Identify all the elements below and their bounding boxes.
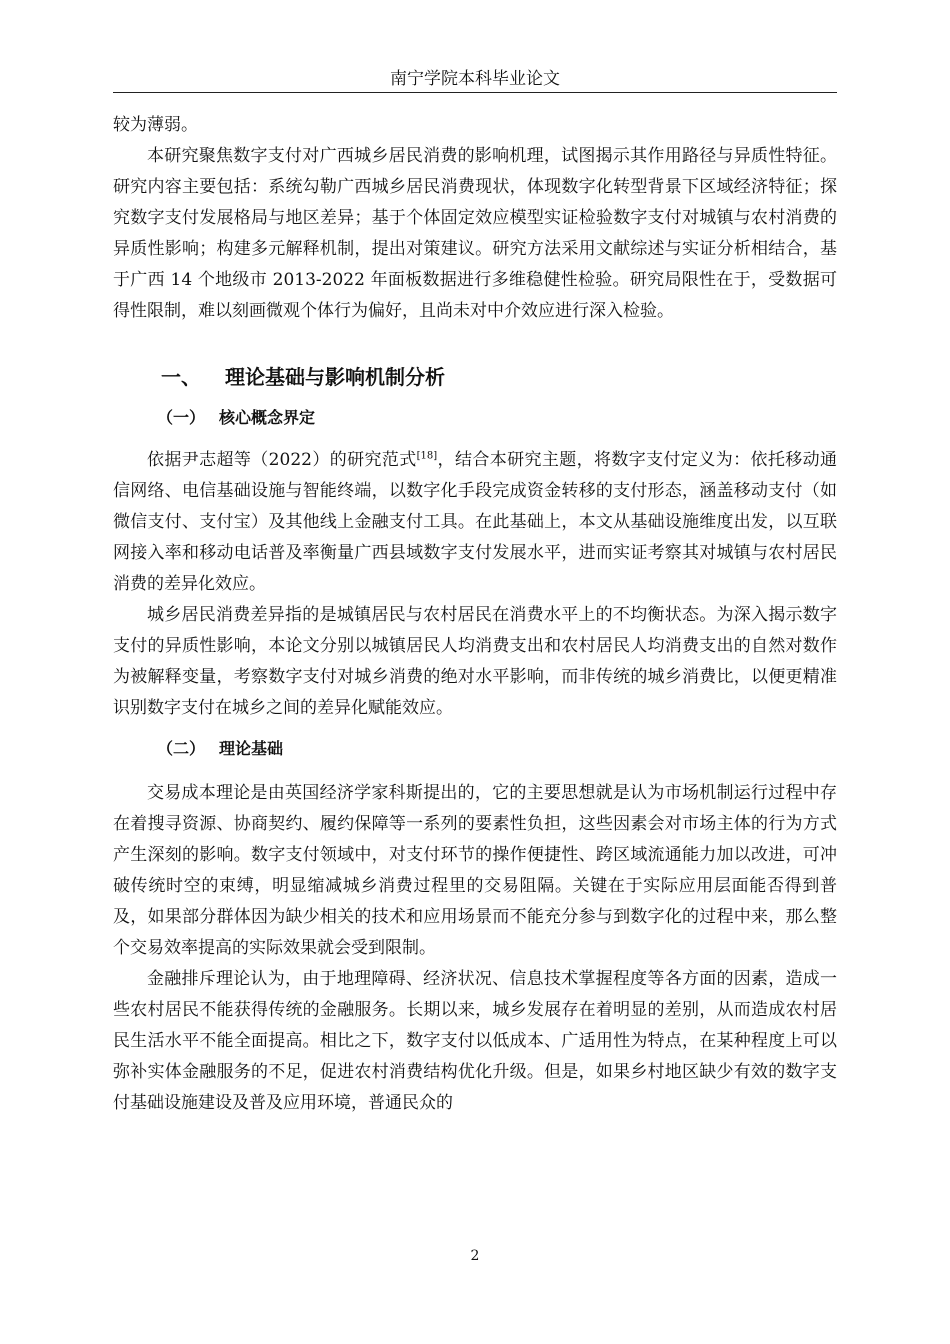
subsection-heading-theory — [157, 736, 837, 762]
subsection-title: 理论基础 — [219, 739, 284, 758]
page-number: 2 — [470, 1248, 480, 1264]
subsection-heading-concepts — [157, 405, 837, 431]
paragraph-digital-payment-definition — [113, 445, 837, 600]
citation-reference: [18] — [416, 450, 438, 462]
paragraph-continuation: 较为薄弱。 — [113, 115, 198, 135]
subsection-number: （二） — [157, 739, 206, 758]
running-header — [113, 66, 837, 93]
paragraph-text: 依据尹志超等（2022）的研究范式 — [147, 450, 417, 470]
paragraph-consumption-gap: 城乡居民消费差异指的是城镇居民与农村居民在消费水平上的不均衡状态。为深入揭示数字支付的异质性影响，本论文分别以城镇居民人均消费支出和农村居民人均消费支出的自然对数作为被解释变量，考察数字支付对城乡消费的绝对水平影响，而非传统的城乡消费比，以便更精准识别数字支付在城乡之间的差异化赋能效应。 — [113, 605, 837, 718]
paragraph-text: ，结合本研究主题，将数字支付定义为：依托移动通信网络、电信基础设施与智能终端，以数字化手段完成资金转移的支付形态，涵盖移动支付（如微信支付、支付宝）及其他线上金融支付工具。在此基础上，本文从基础设施维度出发，以互联网接入率和移动电话普及率衡量广西县域数字支付发展水平，进而实证考察其对城镇与农村居民消费的差异化效应。 — [113, 450, 837, 594]
section-heading — [161, 363, 837, 395]
subsection-title: 核心概念界定 — [219, 408, 316, 427]
section-number: 一、 — [161, 365, 201, 389]
subsection-number: （一） — [157, 408, 206, 427]
page-body — [113, 110, 837, 1119]
paragraph-research-overview: 本研究聚焦数字支付对广西城乡居民消费的影响机理，试图揭示其作用路径与异质性特征。研究内容主要包括：系统勾勒广西城乡居民消费现状，体现数字化转型背景下区域经济特征；探究数字支付发展格局与地区差异；基于个体固定效应模型实证检验数字支付对城镇与农村消费的异质性影响；构建多元解释机制，提出对策建议。研究方法采用文献综述与实证分析相结合，基于广西 14 个地级市 2013-2022 年面板数据进行多维稳健性检验。研究局限性在于，受数据可得性限制，难以刻画微观个体行为偏好，且尚未对中介效应进行深入检验。 — [113, 146, 837, 321]
paragraph-financial-exclusion-theory: 金融排斥理论认为，由于地理障碍、经济状况、信息技术掌握程度等各方面的因素，造成一些农村居民不能获得传统的金融服务。长期以来，城乡发展存在着明显的差别，从而造成农村居民生活水平不能全面提高。相比之下，数字支付以低成本、广适用性为特点，在某种程度上可以弥补实体金融服务的不足，促进农村消费结构优化升级。但是，如果乡村地区缺少有效的数字支付基础设施建设及普及应用环境，普通民众的 — [113, 969, 837, 1113]
section-title: 理论基础与影响机制分析 — [225, 365, 445, 389]
header-title: 南宁学院本科毕业论文 — [390, 69, 560, 89]
paragraph-transaction-cost-theory: 交易成本理论是由英国经济学家科斯提出的，它的主要思想就是认为市场机制运行过程中存在着搜寻资源、协商契约、履约保障等一系列的要素性负担，这些因素会对市场主体的行为方式产生深刻的影响。数字支付领域中，对支付环节的操作便捷性、跨区域流通能力加以改进，可冲破传统时空的束缚，明显缩减城乡消费过程里的交易阻隔。关键在于实际应用层面能否得到普及，如果部分群体因为缺少相关的技术和应用场景而不能充分参与到数字化的过程中来，那么整个交易效率提高的实际效果就会受到限制。 — [113, 783, 837, 958]
